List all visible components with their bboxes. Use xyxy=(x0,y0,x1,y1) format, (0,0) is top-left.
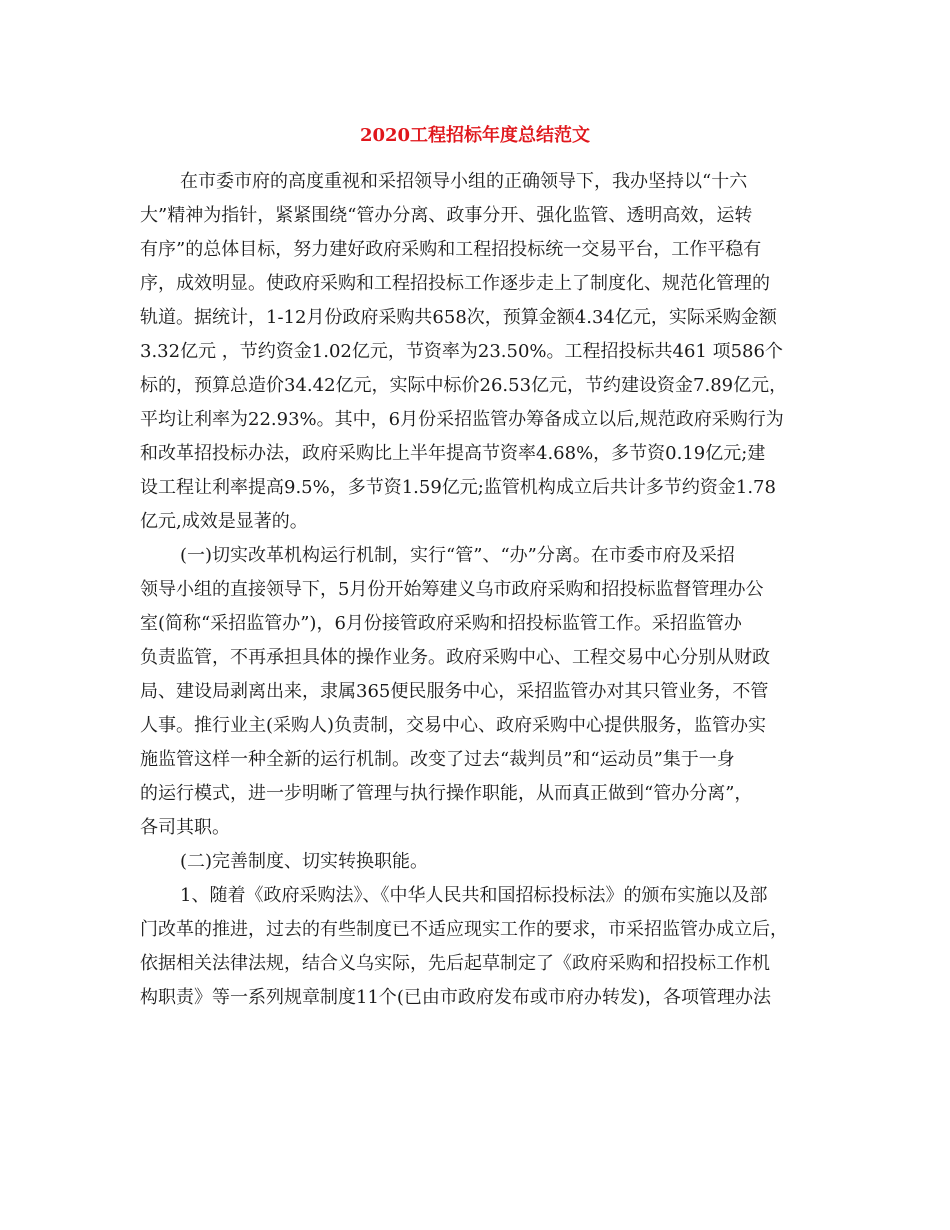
text-line: 的运行模式，进一步明晰了管理与执行操作职能，从而真正做到“管办分离”， xyxy=(140,783,753,804)
text-line: 人事。推行业主(采购人)负责制，交易中心、政府采购中心提供服务，监管办实 xyxy=(140,715,767,736)
text-line: 有序”的总体目标，努力建好政府采购和工程招投标统一交易平台，工作平稳有 xyxy=(140,239,762,260)
text-line: 1、随着《政府采购法》、《中华人民共和国招标投标法》的颁布实施以及部 xyxy=(180,885,768,906)
paragraph-item-one xyxy=(140,879,810,1015)
text-line: 依据相关法律法规，结合义乌实际，先后起草制定了《政府采购和招投标工作机 xyxy=(140,953,770,974)
text-line: 3.32亿元 ，节约资金1.02亿元，节资率为23.50%。工程招投标共461 项586个 xyxy=(140,341,783,362)
document-body xyxy=(140,165,810,1015)
text-line: 平均让利率为22.93%。其中，6月份采招监管办筹备成立以后,规范政府采购行为 xyxy=(140,409,784,430)
text-line: 负责监管，不再承担具体的操作业务。政府采购中心、工程交易中心分别从财政 xyxy=(140,647,770,668)
text-line: 在市委市府的高度重视和采招领导小组的正确领导下，我办坚持以“十六 xyxy=(180,171,748,192)
document-title: 2020工程招标年度总结范文 xyxy=(359,125,591,146)
text-line: 标的，预算总造价34.42亿元，实际中标价26.53亿元，节约建设资金7.89亿元， xyxy=(140,375,788,396)
text-line: 构职责》等一系列规章制度11个(已由市政府发布或市府办转发)，各项管理办法 xyxy=(140,987,771,1008)
text-line: 领导小组的直接领导下，5月份开始筹建义乌市政府采购和招投标监督管理办公 xyxy=(140,579,764,600)
text-line: 室(简称“采招监管办”)，6月份接管政府采购和招投标监管工作。采招监管办 xyxy=(140,613,742,634)
text-line: 施监管这样一种全新的运行机制。改变了过去“裁判员”和“运动员”集于一身 xyxy=(140,749,735,770)
text-line: 局、建设局剥离出来，隶属365便民服务中心，采招监管办对其只管业务，不管 xyxy=(140,681,769,702)
text-line: 设工程让利率提高9.5%，多节资1.59亿元;监管机构成立后共计多节约资金1.78 xyxy=(140,477,776,498)
text-line: 各司其职。 xyxy=(140,817,230,838)
text-line: (一)切实改革机构运行机制，实行“管”、“办”分离。在市委市府及采招 xyxy=(180,545,735,566)
text-line: 门改革的推进，过去的有些制度已不适应现实工作的要求，市采招监管办成立后， xyxy=(140,919,788,940)
text-line: 序，成效明显。使政府采购和工程招投标工作逐步走上了制度化、规范化管理的 xyxy=(140,273,770,294)
text-line: 轨道。据统计，1-12月份政府采购共658次，预算金额4.34亿元，实际采购金额 xyxy=(140,307,777,328)
paragraph-section-two-heading xyxy=(140,845,810,879)
text-line: 大”精神为指针，紧紧围绕“管办分离、政事分开、强化监管、透明高效，运转 xyxy=(140,205,753,226)
paragraph-summary xyxy=(140,165,810,539)
text-line: 和改革招投标办法，政府采购比上半年提高节资率4.68%，多节资0.19亿元;建 xyxy=(140,443,766,464)
paragraph-section-one xyxy=(140,539,810,845)
text-line: (二)完善制度、切实转换职能。 xyxy=(180,851,429,872)
text-line: 亿元,成效是显著的。 xyxy=(140,511,308,532)
